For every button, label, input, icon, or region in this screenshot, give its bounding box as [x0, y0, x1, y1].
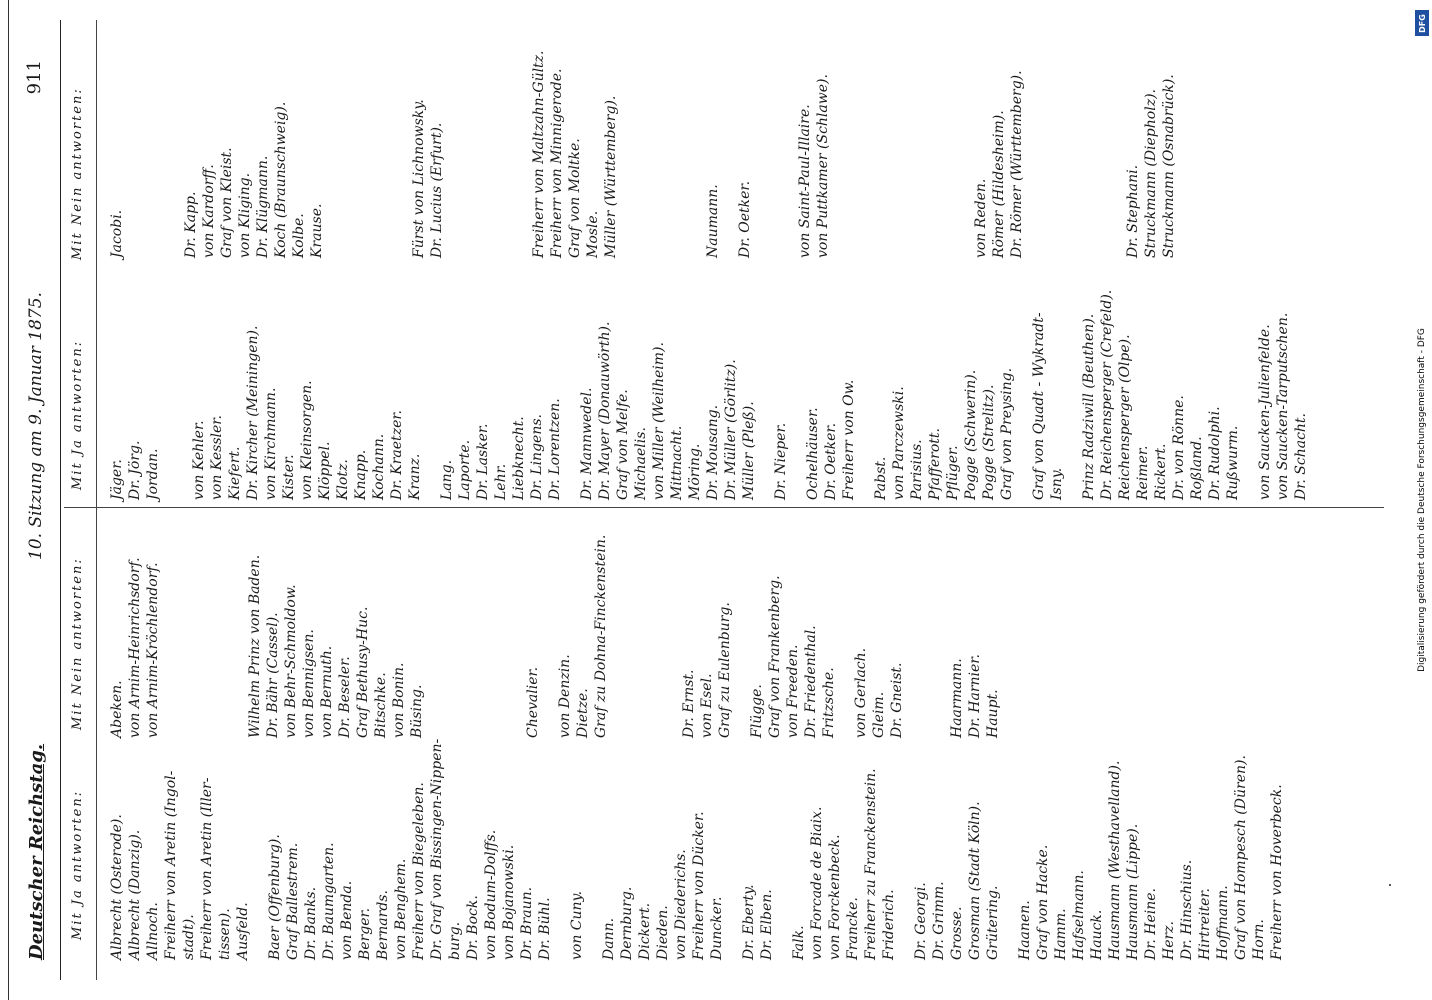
member-name: von Cuny.	[569, 890, 585, 960]
member-name: Dr. Mayer (Donauwörth).	[597, 321, 613, 500]
list-gap	[1026, 50, 1040, 258]
member-name: Hausmann (Westhavelland).	[1107, 760, 1123, 960]
member-name: Graf Bethusy-Huc.	[355, 606, 371, 738]
center-column-divider	[64, 507, 1384, 508]
member-name: Laporte.	[457, 439, 473, 500]
member-name: Dr. Mousang.	[705, 404, 721, 500]
member-name: Dr. Lasker.	[475, 423, 491, 500]
member-name: Falk.	[791, 925, 807, 960]
list-gap	[564, 290, 578, 500]
member-name: Kister.	[281, 454, 297, 500]
member-name: Dr. Georgi.	[913, 882, 929, 960]
member-name: Dr. Kircher (Meiningen).	[245, 325, 261, 500]
member-name: Dann.	[601, 917, 617, 960]
scan-speck	[1389, 884, 1391, 886]
list-gap	[368, 50, 382, 258]
member-name: Graf von Moltke.	[567, 138, 583, 258]
member-name: Pfafferott.	[927, 428, 943, 500]
list-gap	[1066, 290, 1080, 500]
member-name: von Bodum-Dolffs.	[483, 829, 499, 960]
list-gap	[902, 50, 916, 258]
member-name: Graf zu Dohna-Finckenstein.	[593, 534, 609, 738]
member-name: von Parczewski.	[891, 386, 907, 500]
member-name: Müller (Pleß).	[741, 401, 757, 500]
list-gap	[648, 50, 662, 258]
column-nein-left	[108, 535, 1002, 738]
member-name: Dr. Rudolphi.	[1207, 406, 1223, 500]
member-name: Dr. Elben.	[759, 889, 775, 960]
list-gap	[874, 50, 888, 258]
member-name: Gleim.	[871, 691, 887, 738]
member-name: von Gerlach.	[853, 647, 869, 738]
member-name: Bernards.	[375, 890, 391, 960]
member-name: Dr. Banks.	[303, 886, 319, 960]
member-name: Pflüger.	[945, 445, 961, 500]
member-name: Struckmann (Diepholz).	[1143, 89, 1159, 258]
member-name: Flügge.	[749, 684, 765, 738]
list-gap	[930, 50, 944, 258]
member-name: Dr. Römer (Württemberg).	[1009, 70, 1025, 258]
member-name: Dernburg.	[619, 886, 635, 960]
member-name: von Freeden.	[785, 644, 801, 738]
member-name: Kochann.	[371, 433, 387, 500]
member-name: Michaelis.	[633, 427, 649, 500]
member-name: Hamm.	[1053, 908, 1069, 960]
list-gap	[482, 535, 496, 738]
list-gap	[340, 50, 354, 258]
member-name: Hauck.	[1089, 909, 1105, 960]
dfg-logo-icon: DFG	[1415, 10, 1429, 36]
member-name: Krause.	[309, 203, 325, 258]
list-gap	[162, 535, 176, 738]
column-header-rule	[96, 20, 97, 980]
member-name: Dr. Graf von Bissingen-Nippen-	[429, 738, 445, 960]
list-gap	[860, 50, 874, 258]
member-name: Jäger.	[109, 459, 125, 500]
member-name: Grosman (Stadt Köln).	[967, 801, 983, 960]
member-name: Hirtreiter.	[1197, 888, 1213, 960]
member-name: Dr. Bock.	[465, 895, 481, 960]
member-name: Dr. Hinschius.	[1179, 859, 1195, 960]
member-name: burg.	[447, 921, 463, 960]
list-gap	[754, 50, 768, 258]
column-header-nein-left: Mit Nein antworten:	[70, 557, 85, 730]
member-name: Freiherr von Hoverbeck.	[1269, 784, 1285, 960]
member-name: Freiherr von Dücker.	[691, 811, 707, 960]
member-name: Freiherr zu Franckenstein.	[863, 768, 879, 960]
member-name: Graf von Hompesch (Düren).	[1233, 755, 1249, 960]
member-name: Naumann.	[705, 184, 721, 258]
list-gap	[496, 535, 510, 738]
list-gap	[510, 535, 524, 738]
list-gap	[690, 50, 704, 258]
member-name: Dr. Heine.	[1143, 887, 1159, 960]
list-gap	[218, 535, 232, 738]
member-name: tissen).	[217, 908, 233, 960]
member-name: Haarmann.	[949, 658, 965, 738]
member-name: Pabst.	[873, 456, 889, 500]
member-name: von Diederichs.	[673, 849, 689, 960]
member-name: Müller (Württemberg).	[603, 95, 619, 258]
member-name: Graf von Melfe.	[615, 389, 631, 500]
member-name: von Bojanowski.	[501, 844, 517, 960]
list-gap	[1068, 50, 1082, 258]
list-gap	[1054, 50, 1068, 258]
list-gap	[1040, 50, 1054, 258]
member-name: von Arnim-Heinrichsdorf.	[127, 557, 143, 738]
member-name: Hafselmann.	[1071, 870, 1087, 960]
member-name: Fürst von Lichnowsky.	[411, 99, 427, 258]
watermark-text: Digitalisierung gefördert durch die Deutsche Forschungsgemeinschaft - DFG	[1417, 328, 1427, 672]
member-name: Jacobi.	[109, 209, 125, 258]
member-name: von Saint-Paul-Illaire.	[797, 104, 813, 258]
member-name: Dr. Stephani.	[1125, 164, 1141, 258]
column-ja-right	[108, 290, 1310, 500]
member-name: Isny.	[1049, 467, 1065, 500]
member-name: Haanen.	[1017, 900, 1033, 960]
list-gap	[396, 50, 410, 258]
header-session-title: 10. Sitzung am 9. Januar 1875.	[26, 292, 46, 560]
member-name: Dr. Mannwedel.	[579, 387, 595, 500]
member-name: Horn.	[1251, 919, 1267, 960]
member-name: Dr. Friedenthal.	[803, 625, 819, 738]
list-gap	[460, 50, 474, 258]
list-gap	[190, 535, 204, 738]
member-name: Dr. Lorentzen.	[547, 398, 563, 500]
member-name: von Bennigsen.	[301, 629, 317, 738]
member-name: Dr. von Rönne.	[1171, 395, 1187, 500]
member-name: Graf von Frankenberg.	[767, 575, 783, 738]
member-name: Dr. Bähr (Cassel).	[265, 612, 281, 738]
member-name: von Reden.	[973, 178, 989, 258]
member-name: von Saucken-Tarputschen.	[1275, 312, 1291, 500]
list-gap	[586, 739, 600, 960]
list-gap	[916, 50, 930, 258]
member-name: Möring.	[687, 443, 703, 500]
member-name: Roßland.	[1189, 436, 1205, 500]
member-name: von Puttkamer (Schlawe).	[815, 74, 831, 258]
dfg-watermark	[1412, 0, 1432, 1000]
list-gap	[176, 290, 190, 500]
list-gap	[446, 50, 460, 258]
member-name: Grütering.	[985, 885, 1001, 960]
member-name: Dr. Bühl.	[537, 897, 553, 960]
member-name: Freiherr von Aretin (Iller-	[199, 777, 215, 960]
member-name: Freiherr von Aretin (Ingol-	[163, 770, 179, 960]
member-name: Ausfeld.	[235, 902, 251, 960]
list-gap	[782, 50, 796, 258]
list-gap	[662, 50, 676, 258]
member-name: Duncker.	[709, 896, 725, 960]
list-gap	[354, 50, 368, 258]
member-name: von Benghem.	[393, 858, 409, 960]
list-gap	[634, 50, 648, 258]
member-name: Graf von Hacke.	[1035, 844, 1051, 960]
list-gap	[776, 739, 790, 960]
list-gap	[858, 290, 872, 500]
list-gap	[440, 535, 454, 738]
member-name: Herz.	[1161, 920, 1177, 960]
member-name: Knapp.	[353, 449, 369, 500]
member-name: von Bernuth.	[319, 645, 335, 738]
member-name: Fritzsche.	[821, 667, 837, 738]
member-name: von Kessler.	[209, 415, 225, 500]
list-gap	[488, 50, 502, 258]
list-gap	[838, 535, 852, 738]
member-name: Dr. Oetker.	[737, 180, 753, 258]
member-name: Albrecht (Danzig).	[127, 829, 143, 960]
member-name: Mosle.	[585, 210, 601, 258]
page-number: 911	[24, 60, 45, 95]
member-name: Graf zu Eulenburg.	[717, 602, 733, 738]
member-name: Freiherr von Maltzahn-Gültz.	[531, 50, 547, 258]
member-name: von Miller (Weilheim).	[651, 342, 667, 500]
list-gap	[624, 535, 638, 738]
member-name: Dr. Braun.	[519, 886, 535, 960]
list-gap	[468, 535, 482, 738]
list-gap	[1082, 50, 1096, 258]
list-gap	[1016, 290, 1030, 500]
member-name: Koch (Braunschweig).	[273, 101, 289, 258]
member-name: von Kliging.	[237, 172, 253, 258]
column-nein-right	[108, 50, 1178, 258]
member-name: von Behr-Schmoldow.	[283, 584, 299, 738]
list-gap	[424, 290, 438, 500]
member-name: von Saucken-Julienfelde.	[1257, 324, 1273, 500]
list-gap	[1002, 739, 1016, 960]
list-gap	[652, 535, 666, 738]
member-name: Dieden.	[655, 905, 671, 960]
list-gap	[846, 50, 860, 258]
list-gap	[832, 50, 846, 258]
member-name: Graf von Quadt - Wykradt-	[1031, 312, 1047, 500]
member-name: Dr. Jörg.	[127, 440, 143, 500]
member-name: Reichensperger (Olpe).	[1117, 334, 1133, 500]
list-gap	[888, 50, 902, 258]
list-gap	[722, 50, 736, 258]
member-name: Dr. Grimm.	[931, 881, 947, 960]
member-name: von Forckenbeck.	[827, 834, 843, 960]
list-gap	[1096, 50, 1110, 258]
member-name: Jordan.	[145, 448, 161, 500]
list-gap	[676, 50, 690, 258]
member-name: stadt).	[181, 914, 197, 960]
member-name: Francke.	[845, 897, 861, 960]
member-name: Liebknecht.	[511, 416, 527, 500]
member-name: Wilhelm Prinz von Baden.	[247, 554, 263, 738]
member-name: Berger.	[357, 907, 373, 960]
member-name: Büsing.	[409, 684, 425, 738]
list-gap	[610, 535, 624, 738]
column-header-nein-right: Mit Nein antworten:	[70, 87, 85, 260]
list-gap	[252, 739, 266, 960]
member-name: Dr. Reichensperger (Crefeld).	[1099, 289, 1115, 500]
member-name: Ochelhäuser.	[805, 407, 821, 500]
list-gap	[934, 535, 948, 738]
member-name: Struckmann (Osnabrück).	[1161, 74, 1177, 258]
member-name: Lang.	[439, 459, 455, 500]
column-header-ja-left: Mit Ja antworten:	[70, 789, 85, 940]
member-name: Chevalier.	[525, 666, 541, 738]
list-gap	[620, 50, 634, 258]
member-name: Klöppel.	[317, 441, 333, 500]
list-gap	[1110, 50, 1124, 258]
list-gap	[1242, 290, 1256, 500]
member-name: Graf Ballestrem.	[285, 842, 301, 960]
member-name: Dr. Ernst.	[681, 669, 697, 738]
member-name: Graf von Kleist.	[219, 147, 235, 258]
member-name: Kranz.	[407, 453, 423, 500]
member-name: Dr. Müller (Görlitz).	[723, 359, 739, 500]
list-gap	[898, 739, 912, 960]
member-name: Prinz Radziwill (Beuthen).	[1081, 313, 1097, 500]
list-gap	[958, 50, 972, 258]
member-name: Rickert.	[1153, 443, 1169, 500]
member-name: von Esel.	[699, 673, 715, 738]
member-name: Dr. Lingens.	[529, 414, 545, 500]
member-name: Klotz.	[335, 459, 351, 500]
list-gap	[162, 290, 176, 500]
list-gap	[734, 535, 748, 738]
list-gap	[474, 50, 488, 258]
member-name: von Kardorff.	[201, 164, 217, 258]
list-gap	[168, 50, 182, 258]
member-name: von Arnim-Kröchlendorf.	[145, 562, 161, 738]
member-name: Dr. Gneist.	[889, 662, 905, 738]
member-name: Albrecht (Osterode).	[109, 814, 125, 960]
member-name: Freiherr von Minnigerode.	[549, 68, 565, 258]
list-gap	[516, 50, 530, 258]
member-name: Dr. Kapp.	[183, 191, 199, 258]
member-name: Hoffmann.	[1215, 885, 1231, 960]
list-gap	[726, 739, 740, 960]
member-name: von Kehler.	[191, 420, 207, 500]
member-name: Dr. Kraetzer.	[389, 410, 405, 500]
list-gap	[554, 739, 568, 960]
header-left-title: Deutscher Reichstag.	[26, 743, 47, 960]
list-gap	[232, 535, 246, 738]
member-name: Dr. Nieper.	[773, 422, 789, 500]
list-gap	[920, 535, 934, 738]
member-name: Freiherr von Ow.	[841, 379, 857, 500]
member-name: Dr. Schacht.	[1293, 412, 1309, 500]
member-name: Freiherr von Biegeleben.	[411, 782, 427, 960]
list-gap	[790, 290, 804, 500]
member-name: Dr. Eberty.	[741, 884, 757, 960]
member-name: Bitschke.	[373, 672, 389, 738]
member-name: Römer (Hildesheim).	[991, 110, 1007, 258]
member-name: Mittnacht.	[669, 425, 685, 500]
member-name: Rußwurm.	[1225, 425, 1241, 500]
member-name: Dr. Klügmann.	[255, 155, 271, 258]
member-name: Abeken.	[109, 680, 125, 738]
column-header-ja-right: Mit Ja antworten:	[70, 339, 85, 490]
list-gap	[204, 535, 218, 738]
page-edge-line	[8, 0, 9, 1000]
list-gap	[126, 50, 140, 258]
page-header	[20, 20, 61, 980]
list-gap	[154, 50, 168, 258]
member-name: Baer (Offenburg).	[267, 834, 283, 960]
member-name: Pogge (Strelitz).	[981, 384, 997, 500]
member-name: Friderich.	[881, 889, 897, 960]
member-name: Hausmann (Lippe).	[1125, 823, 1141, 960]
list-gap	[906, 535, 920, 738]
member-name: von Denzin.	[557, 654, 573, 738]
list-gap	[542, 535, 556, 738]
list-gap	[638, 535, 652, 738]
list-gap	[454, 535, 468, 738]
list-gap	[140, 50, 154, 258]
member-name: von Kirchmann.	[263, 387, 279, 500]
member-name: Dickert.	[637, 902, 653, 960]
member-name: Dr. Oetker.	[823, 422, 839, 500]
member-name: Kiefert.	[227, 446, 243, 500]
column-ja-left	[108, 739, 1286, 960]
member-name: von Kleinsorgen.	[299, 380, 315, 500]
list-gap	[382, 50, 396, 258]
list-gap	[944, 50, 958, 258]
member-name: Lehr.	[493, 463, 509, 500]
list-gap	[666, 535, 680, 738]
member-name: Dr. Baumgarten.	[321, 842, 337, 960]
list-gap	[426, 535, 440, 738]
member-name: Pogge (Schwerin).	[963, 369, 979, 500]
list-gap	[502, 50, 516, 258]
member-name: Dr. Harnier.	[967, 654, 983, 738]
list-gap	[326, 50, 340, 258]
list-gap	[768, 50, 782, 258]
member-name: Dr. Lucius (Erfurt).	[429, 122, 445, 258]
list-gap	[176, 535, 190, 738]
member-name: von Forcade de Biaix.	[809, 806, 825, 960]
member-name: Grosse.	[949, 906, 965, 960]
member-name: Graf von Preysing.	[999, 367, 1015, 500]
member-name: von Bonin.	[391, 662, 407, 738]
member-name: von Benda.	[339, 880, 355, 960]
member-name: Allnoch.	[145, 902, 161, 960]
list-gap	[758, 290, 772, 500]
member-name: Kolbe.	[291, 213, 307, 258]
member-name: Parisius.	[909, 439, 925, 500]
member-name: Haupt.	[985, 689, 1001, 738]
member-name: Reimer.	[1135, 445, 1151, 500]
member-name: Dietze.	[575, 688, 591, 738]
member-name: Dr. Beseler.	[337, 656, 353, 738]
